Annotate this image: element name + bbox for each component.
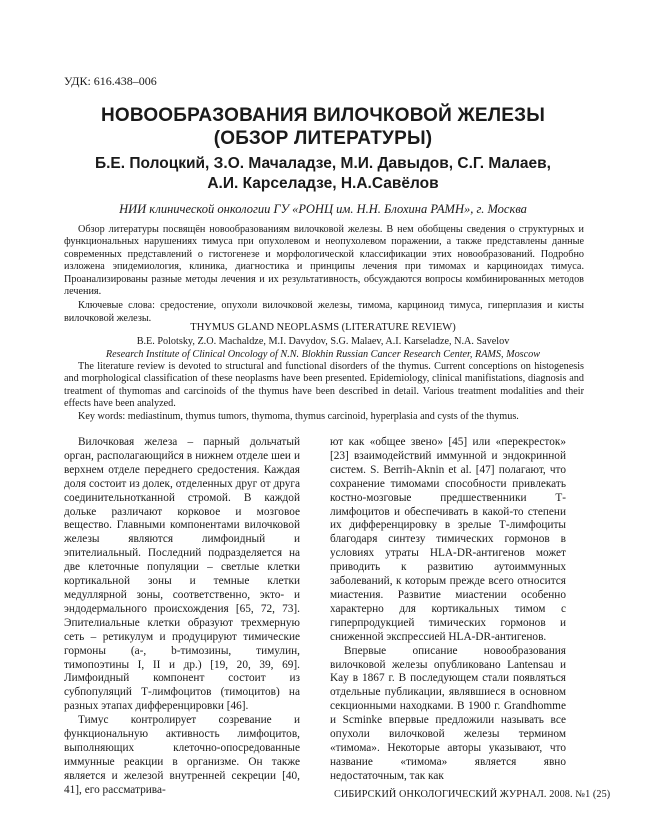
journal-footer: СИБИРСКИЙ ОНКОЛОГИЧЕСКИЙ ЖУРНАЛ. 2008. №1 (25) xyxy=(334,789,611,800)
abstract-ru-text: Обзор литературы посвящён новообразованиям вилочковой железы. В нем обобщены сведения о структурных и функциональных нарушениях тимуса при опухолевом и неопухолевом поражении, а также представлены данные современных представлений о гистогенезе и морфологической классификации этих новообразований. Подробно изложена эпидемиология, клиника, диагностика и принципы лечения при тимомах и карциноидах тимуса. Проанализированы разные методы лечения и их результативность, обсуждаются вопросы комбинированных методов лечения. xyxy=(64,224,584,298)
affiliation: НИИ клинической онкологии ГУ «РОНЦ им. Н.Н. Блохина РАМН», г. Москва xyxy=(119,202,527,216)
body-column-left xyxy=(64,436,300,798)
author-list xyxy=(0,154,646,194)
body-paragraph: Тимус контролирует созревание и функциональную активность лимфоцитов, выполняющих клеточно-опосредованные иммунные реакции в организме. Он также является и железой внутренней секреции [40, 41], его рассматрива- xyxy=(64,714,300,796)
body-paragraph: Вилочковая железа – парный дольчатый орган, располагающийся в нижнем отделе шеи и верхнем отделе переднего средостения. Каждая доля состоит из долек, отделенных друг от друга соединительнотканной стромой. В каждой дольке различают корковое и мозговое вещество. Главными компонентами вилочковой железы являются лимфоидный и эпителиальный. Последний подразделяется на две клеточные популяции – светлые клетки кортикальной зоны и темные клетки медуллярной зоны, соответственно, экто- и эндодермального происхождения [65, 72, 73]. Эпителиальные клетки образуют трехмерную сеть – ретикулум и продуцируют тимические гормоны (a-, b-тимозины, тимулин, тимопоэтины I, II и др.) [19, 20, 39, 69]. Лимфоидный компонент состоит из субпопуляций Т-лимфоцитов (тимоцитов) на разных этапах дифференцировки [46]. xyxy=(64,436,300,713)
keywords-ru: Ключевые слова: средостение, опухоли вилочковой железы, тимома, карциноид тимуса, гиперплазия и кисты вилочковой железы. xyxy=(64,300,584,324)
title-line-1: НОВООБРАЗОВАНИЯ ВИЛОЧКОВОЙ ЖЕЛЕЗЫ xyxy=(100,105,546,126)
abstract-russian xyxy=(64,224,584,325)
udk-code: УДК: 616.438–006 xyxy=(64,74,157,88)
english-institute: Research Institute of Clinical Oncology of N.N. Blokhin Russian Cancer Research Center, RAMS, Moscow xyxy=(105,349,541,360)
article-title xyxy=(0,104,646,150)
english-authors: B.E. Polotsky, Z.O. Machaldze, M.I. Davydov, S.G. Malaev, A.I. Karseladze, N.A. Savelov xyxy=(136,336,510,347)
keywords-en: Key words: mediastinum, thymus tumors, thymoma, thymus carcinoid, hyperplasia and cysts of the thymus. xyxy=(78,410,519,422)
authors-line-2: А.И. Карселадзе, Н.А.Савёлов xyxy=(207,175,439,192)
authors-line-1: Б.Е. Полоцкий, З.О. Мачаладзе, М.И. Давыдов, С.Г. Малаев, xyxy=(94,155,551,172)
english-title: THYMUS GLAND NEOPLASMS (LITERATURE REVIEW) xyxy=(190,322,456,333)
title-line-2: (ОБЗОР ЛИТЕРАТУРЫ) xyxy=(213,128,433,149)
abstract-en-text: The literature review is devoted to structural and functional disorders of the thymus. Current conceptions on histogenesis and morphological classification of these neoplasms have been presented. Epidemiology, clinical manifistations, diagnosis and treatment of thymomas and carcinoids of the thymus have been described in detail. Various treatment modalities and their effects have been analyzed. xyxy=(64,361,584,410)
abstract-english xyxy=(64,361,584,423)
body-paragraph: ют как «общее звено» [45] или «перекресток» [23] взаимодействий иммунной и эндокринной систем. S. Berrih-Aknin et al. [47] полагают, что сохранение тимомами способности привлекать костно-мозговые предшественники Т-лимфоцитов и обеспечивать в какой-то степени их дифференцировку в зрелые Т-лимфоциты благодаря синтезу тимических гормонов в условиях утраты HLA-DR-антигенов может приводить к развитию аутоиммунных заболеваний, к которым прежде всего относится миастения. Развитие миастении особенно характерно для кортикальных тимом с гиперпродукцией тимических гормонов и сниженной экспрессией HLA-DR-антигенов. xyxy=(330,436,566,643)
body-column-right xyxy=(330,436,566,784)
body-paragraph: Впервые описание новообразования вилочковой железы опубликовано Lantensau и Kay в 1867 г. В последующем стали появляться отдельные публикации, являвшиеся в основном секционными находками. В 1900 г. Grandhomme и Scminke впервые предложили называть все опухоли вилочковой железы термином «тимома». Некоторые авторы указывают, что название «тимома» является явно недостаточным, так как xyxy=(330,644,566,782)
